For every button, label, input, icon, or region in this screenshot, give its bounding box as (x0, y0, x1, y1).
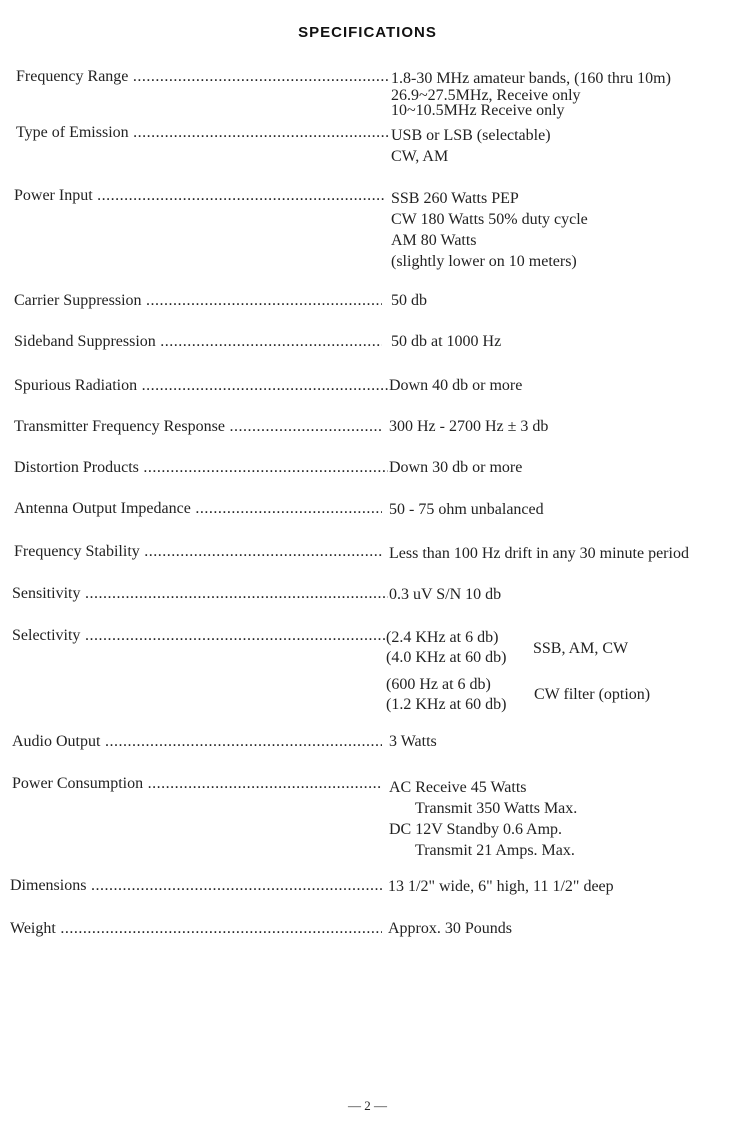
carrier-suppression-value: 50 db (391, 292, 427, 309)
frequency-range-line-2: 26.9~27.5MHz, Receive only (391, 87, 581, 104)
power-consumption-line-3: DC 12V Standby 0.6 Amp. (389, 821, 563, 838)
selectivity-group-2 (386, 675, 506, 715)
frequency-stability-value: Less than 100 Hz drift in any 30 minute period (389, 545, 689, 562)
selectivity-label: Selectivity ..... (12, 627, 386, 645)
dimensions-label: Dimensions ..... (10, 877, 382, 895)
frequency-range-value (391, 70, 671, 118)
spurious-radiation-label: Spurious Radiation ..... (14, 377, 388, 395)
type-of-emission-label: Type of Emission ..... (16, 124, 390, 142)
sideband-suppression-label: Sideband Suppression ..... (14, 333, 382, 351)
power-input-line-4: (slightly lower on 10 meters) (391, 253, 577, 270)
power-input-label: Power Input ..... (14, 187, 384, 205)
power-input-line-1: SSB 260 Watts PEP (391, 190, 519, 207)
frequency-stability-label: Frequency Stability ..... (14, 543, 382, 561)
power-input-line-2: CW 180 Watts 50% duty cycle (391, 211, 588, 228)
selectivity-group-1 (386, 628, 506, 668)
power-input-value (391, 188, 588, 272)
selectivity-line-1: (2.4 KHz at 6 db) (386, 629, 499, 646)
selectivity-group-1-modes: SSB, AM, CW (533, 640, 629, 657)
page-number: — 2 — (348, 1098, 387, 1113)
sensitivity-label: Sensitivity ..... (12, 585, 388, 603)
type-of-emission-line-1: USB or LSB (selectable) (391, 127, 551, 144)
antenna-impedance-value: 50 - 75 ohm unbalanced (389, 501, 544, 518)
page-title: SPECIFICATIONS (298, 24, 437, 41)
frequency-range-line-3: 10~10.5MHz Receive only (391, 102, 565, 119)
dimensions-value: 13 1/2" wide, 6" high, 11 1/2" deep (388, 878, 614, 895)
tx-freq-response-value: 300 Hz - 2700 Hz ± 3 db (389, 418, 549, 435)
power-input-line-3: AM 80 Watts (391, 232, 477, 249)
audio-output-value: 3 Watts (389, 733, 437, 750)
tx-freq-response-label: Transmitter Frequency Response ..... (14, 418, 382, 436)
antenna-impedance-label: Antenna Output Impedance ..... (14, 500, 382, 518)
selectivity-line-2: (4.0 KHz at 60 db) (386, 649, 507, 666)
type-of-emission-value (391, 125, 551, 167)
type-of-emission-line-2: CW, AM (391, 148, 449, 165)
sideband-suppression-value: 50 db at 1000 Hz (391, 333, 502, 350)
power-consumption-line-2: Transmit 350 Watts Max. (415, 800, 578, 817)
sensitivity-value: 0.3 uV S/N 10 db (389, 586, 502, 603)
distortion-products-value: Down 30 db or more (389, 459, 523, 476)
power-consumption-label: Power Consumption ..... (12, 775, 382, 793)
carrier-suppression-label: Carrier Suppression ..... (14, 292, 382, 310)
selectivity-group-2-modes: CW filter (option) (534, 686, 651, 703)
audio-output-label: Audio Output ..... (12, 733, 382, 751)
spurious-radiation-value: Down 40 db or more (389, 377, 523, 394)
distortion-products-label: Distortion Products ..... (14, 459, 388, 477)
power-consumption-value (389, 777, 577, 861)
power-consumption-line-1: AC Receive 45 Watts (389, 779, 527, 796)
weight-label: Weight ..... (10, 920, 382, 938)
selectivity-line-4: (1.2 KHz at 60 db) (386, 696, 507, 713)
frequency-range-label: Frequency Range ..... (16, 68, 390, 86)
power-consumption-line-4: Transmit 21 Amps. Max. (415, 842, 575, 859)
selectivity-line-3: (600 Hz at 6 db) (386, 676, 491, 693)
frequency-range-line-1: 1.8-30 MHz amateur bands, (160 thru 10m) (391, 70, 671, 87)
weight-value: Approx. 30 Pounds (388, 920, 513, 937)
